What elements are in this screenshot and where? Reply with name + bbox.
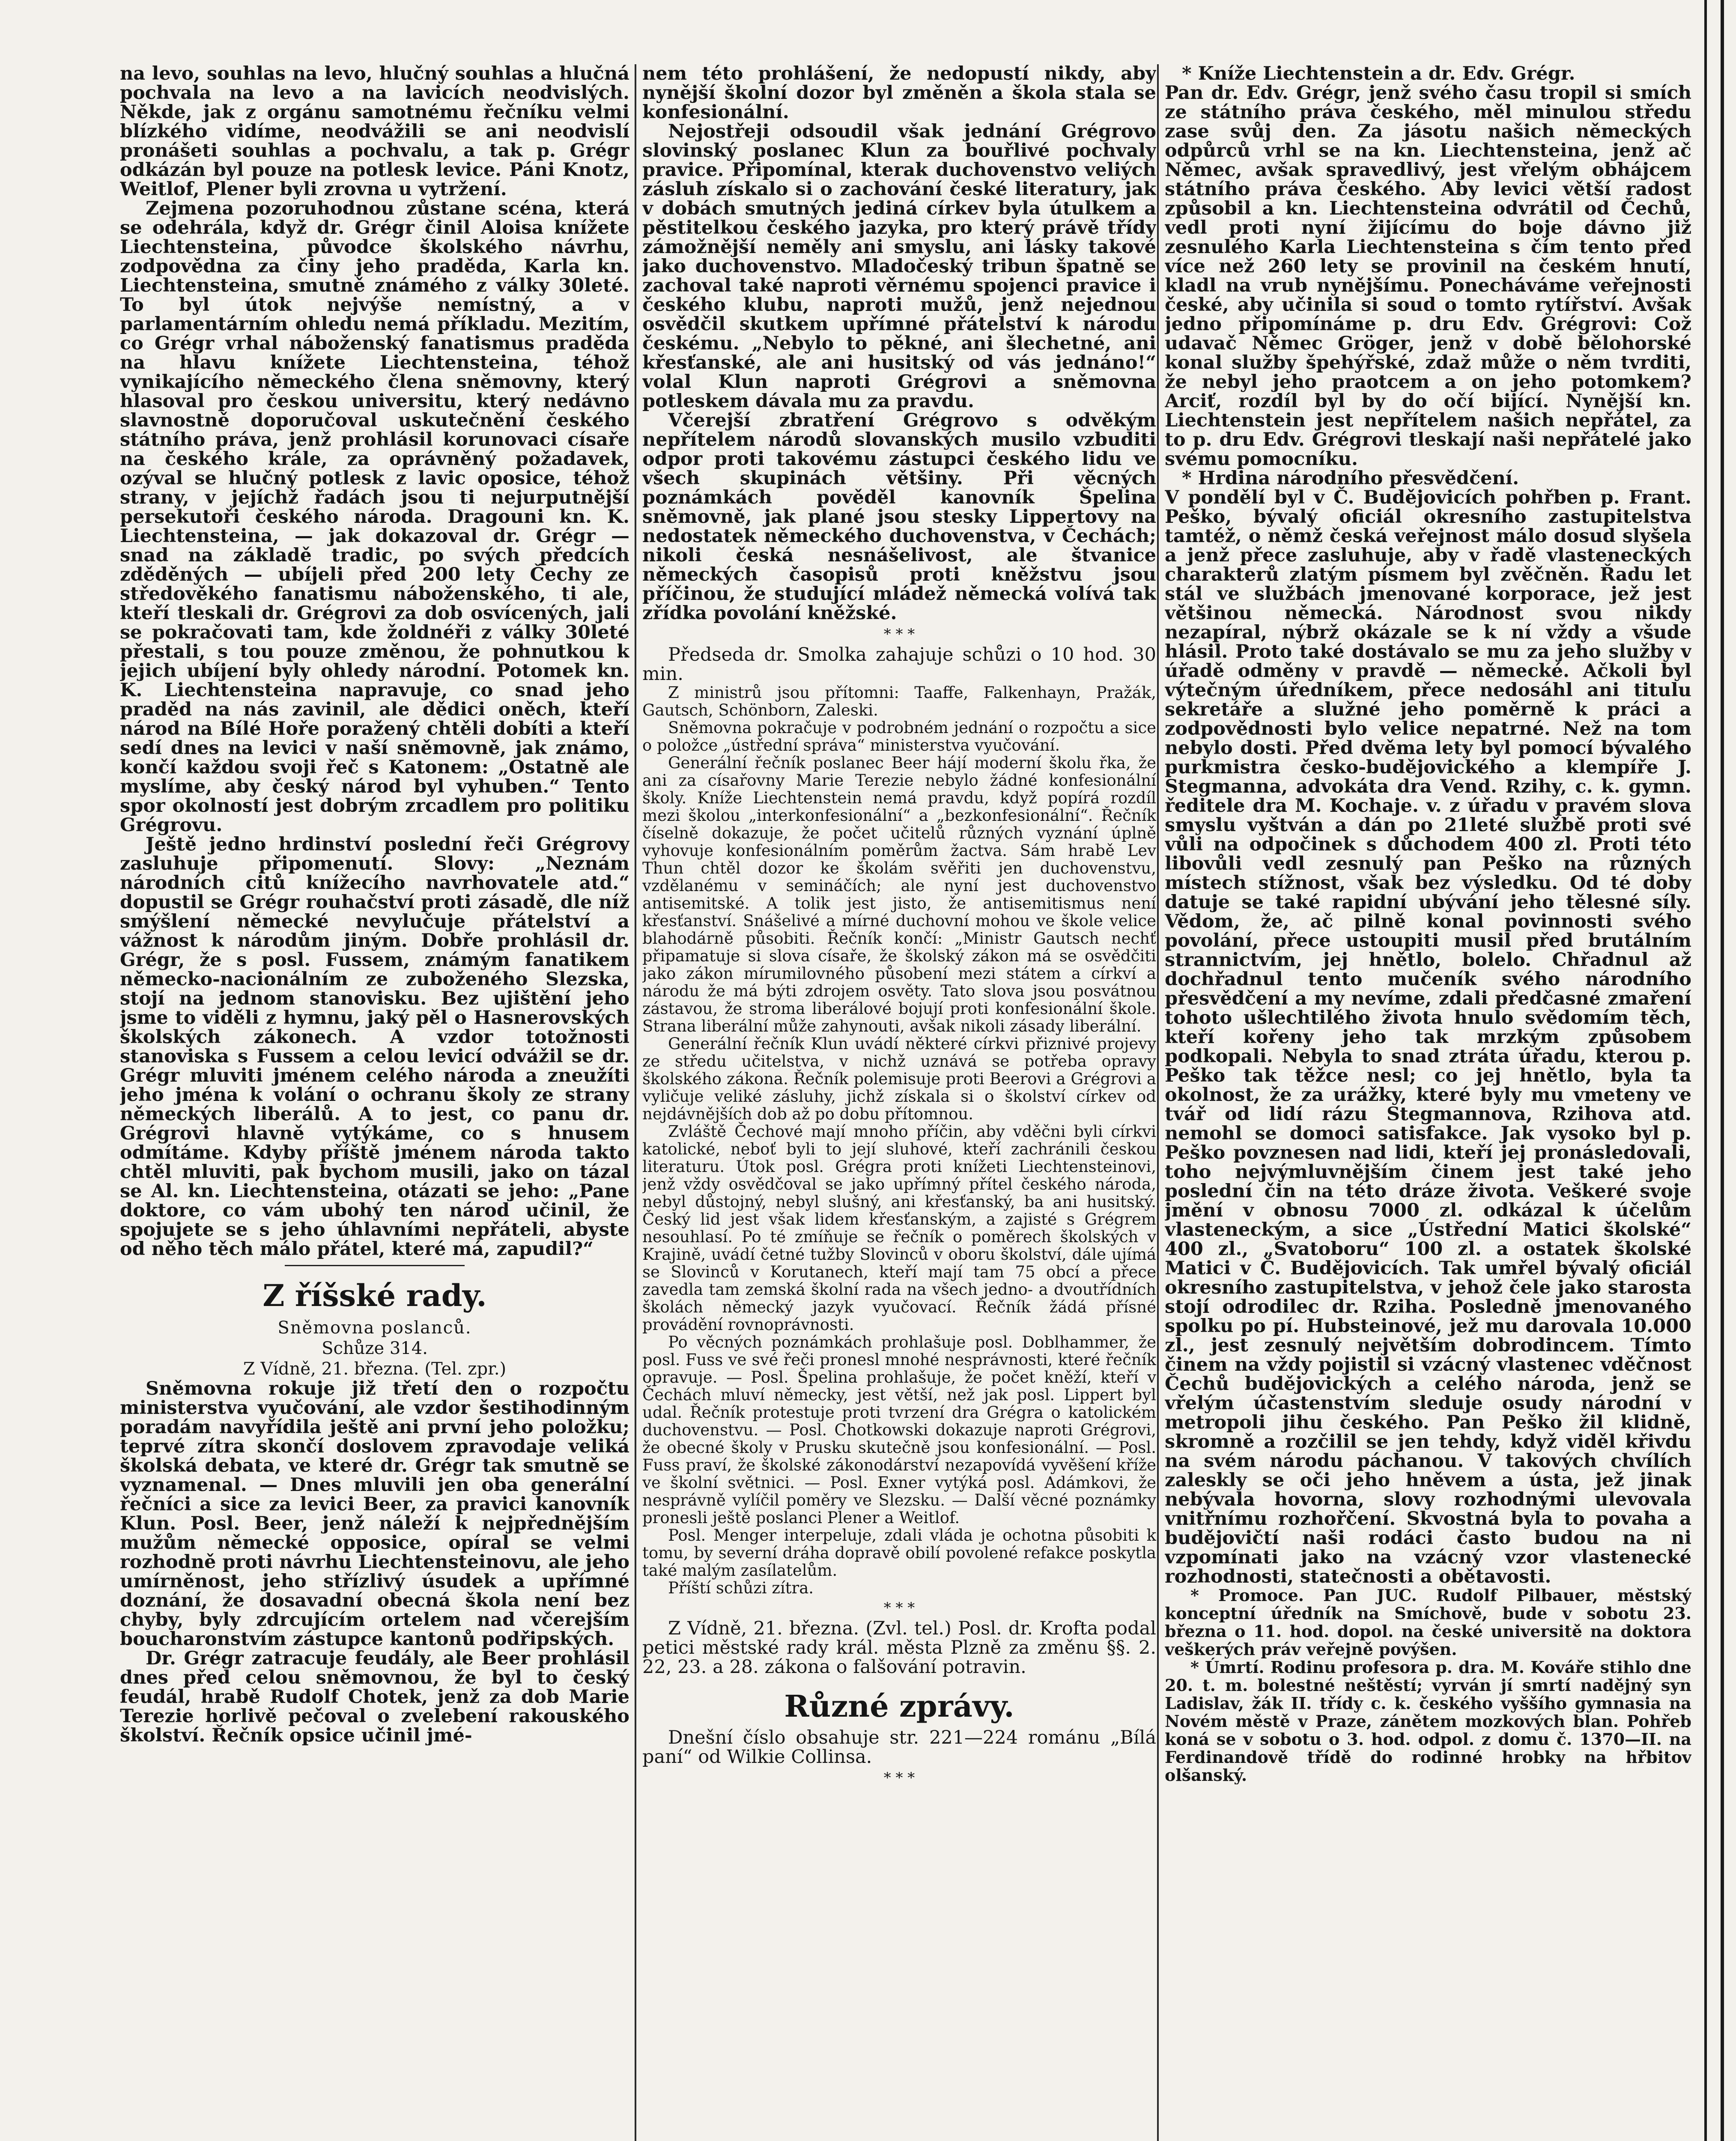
paragraph: Sněmovna pokračuje v podrobném jednání o rozpočtu a sice o položce „ústřední správa“ ministerstva vyučování.: [642, 719, 1156, 754]
separator-stars: * * *: [883, 1769, 915, 1786]
separator-stars: * * *: [883, 626, 915, 643]
article-title: * Kníže Liechtenstein a dr. Edv. Grégr.: [1182, 64, 1575, 84]
article-title: * Hrdina národního přesvědčení.: [1182, 468, 1519, 489]
paragraph: nem této prohlášení, že nedopustí nikdy, aby nynější školní dozor byl změněn a škola stala se konfesionální.: [642, 64, 1156, 123]
section-title: Různé zprávy.: [784, 1688, 1014, 1724]
paragraph: Zvláště Čechové mají mnoho příčin, aby vděčni byli církvi katolické, neboť byli to její sluhové, kteří zachránili českou literaturu. Útok posl. Grégra proti knížeti Liechtensteinovi, jenž vždy osvědčoval se jako upřímný přítel českého národa, nebyl důstojný, nebyl slušný, ani křesťanský, ba ani husitský. Český lid jest však lidem křesťanským, a zajisté s Grégrem nesouhlasí. Po té zmíňuje se řečník o poměrech školských v Krajině, uvádí četné tužby Slovinců v oboru školství, dále ujímá se Slovinců v Korutanech, kteří mají tam 75 obcí a přece zavedla tam zemská školní rada na všech jedno- a dvoutřídních školách německý jazyk vyučovací. Řečník žádá přísné provádění rovnoprávnosti.: [642, 1122, 1156, 1334]
ministers-present: Z ministrů jsou přítomni: Taaffe, Falkenhayn, Pražák, Gautsch, Schönborn, Zaleski.: [642, 683, 1156, 719]
session-number: Schůze 314.: [322, 1339, 428, 1358]
paragraph: V pondělí byl v Č. Budějovicích pohřben p. Frant. Peško, bývalý oficiál okresního zastupitelstva tamtéž, o němž česká veřejnost málo dosud slyšela a jenž přece zasluhuje, aby v řadě vlasteneckých charakterů zlatým písmem byl zvěčněn. Řadu let stál ve službách jmenované korporace, jež jest většinou německá. Národnost svou nikdy nezapíral, nýbrž okázale se k ní vždy a všude hlásil. Proto také dostávalo se mu za jeho služby v úřadě odměny v pravdě — německé. Ačkoli byl výtečným úředníkem, přece nedosáhl ani titulu sekretáře a služné jeho poměrně k práci a zodpovědnosti bylo velice nepatrné. Než na tom nebylo dosti. Před dvěma lety byl pomocí bývalého purkmistra česko-budějovického a klempíře J. Stegmanna, advokáta dra Vend. Rzihy, c. k. gymn. ředitele dra M. Kochaje. v. z úřadu v pravém slova smyslu vyštván a dán po 21leté službě proti své vůli na odpočinek s důchodem 400 zl. Proti této libovůli vedl zesnulý pan Peško na různých místech stížnost, však bez výsledku. Od té doby datuje se také rapidní ubývání jeho tělesné síly. Vědom, že, ač pilně konal povinnosti svého povolání, přece ustoupiti musil před brutálním strannictvím, jej hnětlo, bolelo. Chřadnul až dochřadnul tento mučeník svého národního přesvědčení a my nevíme, zdali předčasné zmaření tohoto ušlechtilého života hnulo svědomím těch, kteří kořeny jeho tak mrzkým způsobem podkopali. Nebyla to snad ztráta úřadu, kterou p. Peško tak těžce nesl; co jej hnětlo, byla ta okolnost, že za urážky, které byly mu vmeteny ve tvář od lidí rázu Stegmannova, Rzihova atd. nemohl se domoci satisfakce. Jak vysoko byl p. Peško povznesen nad lidi, kteří jej pronásledovali, toho nejvýmluvnějším činem jest také jeho poslední čin na této dráze života. Veškeré svoje jmění v obnosu 7000 zl. odkázal k účelům vlasteneckým, a sice „Ústřední Matici školské“ 400 zl., „Svatoboru“ 100 zl. a ostatek školské Matici v Č. Budějovicích. Tak umřel bývalý oficiál okresního zastupitelstva, v jehož čele jako starosta stojí odrodilec dr. Rziha. Posledně jmenovaného spolku po pí. Hubsteinové, jež mu darovala 10.000 zl., jest zesnulý největším dobrodincem. Tímto činem na vždy pojistil si vzácný vlastenec vděčnost Čechů budějovických a celého národa, jenž se vřelým účastenstvím sleduje osudy národní v metropoli jihu českého. Pan Peško žil klidně, skromně a rozčilil se jen tehdy, když viděl křivdu na svém národu páchanou. V takových chvílích zaleskly se oči jeho hněvem a ústa, jež jinak nebývala hovorna, slovy rozhodnými ulevovala vnitřnímu rozhořčení. Skvostná byla to povaha a budějovičtí naši rodáci často budou na ni vzpomínati jako na vzácný vzor vlastenecké rozhodnosti, statečnosti a obětavosti.: [1165, 487, 1691, 1587]
column-rule: [635, 64, 636, 2141]
column-1: [120, 64, 629, 1745]
column-3: [1165, 64, 1691, 1784]
section-subtitle: Sněmovna poslanců.: [277, 1318, 472, 1338]
paragraph: Příští schůzi zítra.: [668, 1579, 814, 1597]
paragraph: Sněmovna rokuje již třetí den o rozpočtu ministerstva vyučování, ale vzdor šestihodinným poradám navyřídila ještě ani první jeho položku; teprvé zítra skončí doslovem zpravodaje veliká školská debata, ve které dr. Grégr tak smutně se vyznamenal. — Dnes mluvili jen oba generální řečníci a sice za levici Beer, za pravici kanovník Klun. Posl. Beer, jenž náleží k nejpřednějším mužům německé opposice, opíral se velmi rozhodně proti návrhu Liechtensteinovu, ale jeho umírněnost, jeho střízlivý úsudek a upřímné doznání, že dosavadní obecná škola není bez chyby, byly zdrcujícím ortelem nad včerejším boucharonstvím zástupce kantonů podřipských.: [120, 1378, 629, 1650]
paragraph: Z Vídně, 21. března. (Zvl. tel.) Posl. dr. Krofta podal petici městské rady král. města Plzně za změnu §§. 2. 22, 23. a 28. zákona o falšování potravin.: [642, 1618, 1156, 1678]
separator-stars: * * *: [883, 1599, 915, 1616]
paragraph: Nejostřeji odsoudil však jednání Grégrovo slovinský poslanec Klun za bouřlivé pochvaly pravice. Připomínal, kterak duchovenstvo veliých zásluh získalo si o zachování české literatury, jak v dobách smutných jediná církev byla útulkem a pěstitelkou českého jazyka, pro který právě třídy zámožnější neměly ani smyslu, ani lásky takové jako duchovenstvo. Mladočeský tribun špatně se zachoval také naproti věrnému spojenci pravice i českého klubu, naproti mužů, jenž nejednou osvědčil skutkem upřímné přátelství k národu českému. „Nebylo to pěkné, ani šlechetné, ani křesťanské, ale ani husitský od vás jednáno!“ volal Klun naproti Grégrovi a sněmovna potleskem dávala mu za pravdu.: [642, 121, 1156, 412]
section-title: Z říšské rady.: [262, 1278, 487, 1313]
paragraph: * Úmrtí. Rodinu profesora p. dra. M. Kováře stihlo dne 20. t. m. bolestné neštěstí; vyrván jí smrtí nadějný syn Ladislav, žák II. třídy c. k. českého vyššího gymnasia na Novém městě v Praze, zánětem mozkových blan. Pohřeb koná se v sobotu o 3. hod. odpol. z domu č. 1370—II. na Ferdinandově třídě do rodinné hrobky na hřbitov olšanský.: [1165, 1658, 1691, 1784]
paragraph: Ještě jedno hrdinství poslední řeči Grégrovy zasluhuje připomenutí. Slovy: „Neznám národních citů knížecího navrhovatele atd.“ dopustil se Grégr rouhačství proti zásadě, dle níž smýšlení německé nevylučuje přátelství a vážnost k národům jiným. Dobře prohlásil dr. Grégr, že s posl. Fussem, známým fanatikem německo-nacionálním ze zuboženého Slezska, stojí na jednom stanovisku. Bez ujištění jeho jsme to viděli z hymnu, jaký pěl o Hasnerovských školských zákonech. A vzdor totožnosti stanoviska s Fussem a celou levicí odvážil se dr. Grégr mluviti jménem celého národa a zneužíti jeho jména k volání o ochranu školy ze strany německých liberálů. A to jest, co panu dr. Grégrovi hlavně vytýkáme, co s hnusem odmítáme. Kdyby příště jménem národa takto chtěl mluviti, pak bychom musili, jako on tázal se Al. kn. Liechtensteina, otázati se jeho: „Pane doktore, co vám ubohý ten národ učinil, že spojujete se s jeho úhlavními nepřáteli, abyste od něho těch málo přátel, které má, zapudil?“: [120, 834, 629, 1260]
paragraph: Zejmena pozoruhodnou zůstane scéna, která se odehrála, když dr. Grégr činil Aloisa knížete Liechtensteina, původce školského návrhu, zodpovědna za činy jeho praděda, Karla kn. Liechtensteina, smutně známého z války 30leté. To byl útok nejvýše nemístný, a v parlamentárním ohledu nemá příkladu. Mezitím, co Grégr vrhal náboženský fanatismus praděda na hlavu knížete Liechtensteina, téhož vynikajícího německého člena sněmovny, který hlasoval pro českou universitu, který nedávno slavnostně doporučoval uskutečnění českého státního práva, jenž prohlásil korunovaci císaře na českého krále, za oprávněný požadavek, ozýval se hlučný potlesk z lavic oposice, téhož strany, v jejíchž řadách jsou ti nejurputnější persekutoři českého národa. Dragouni kn. K. Liechtensteina, — jak dokazoval dr. Grégr — snad na základě tradic, po svých předcích zděděných — ubíjeli před 200 lety Čechy ze středověkého fanatismu náboženského, ti ale, kteří tleskali dr. Grégrovi za dob osvícených, jali se pokračovati tam, kde žoldnéři z války 30leté přestali, s tou pouze změnou, že pohnutkou k jejich ubíjení byly ohledy národní. Potomek kn. K. Liechtensteina napravuje, co snad jeho praděd na nás zavinil, ale dědici oněch, kteří národ na Bílé Hoře poražený chtěli dobíti a kteří sedí dnes na levici v naší sněmovně, jak známo, končí každou svoji řeč s Katonem: „Ostatně ale myslíme, aby český národ byl vyhuben.“ Tento spor okolností jest dobrým zrcadlem pro politiku Grégrovu.: [120, 198, 629, 836]
paragraph: Pan dr. Edv. Grégr, jenž svého času tropil si smích ze státního práva českého, měl minulou středu zase svůj den. Za jásotu našich německých odpůrců vrhl se na kn. Liechtensteina, jenž ač Němec, avšak spravedlivý, jest vřelým obhájcem státního práva českého. Aby levici větší radost způsobil a kn. Liechtensteina odvrátil od Čechů, vedl proti nyní žijícímu do boje dávno již zesnulého Karla Liechtensteina s čím tento před více než 260 lety se provinil na českém hnutí, kladl na vrub nynějšímu. Ponecháváme veřejnosti české, aby učinila si soud o tomto rytířství. Avšak jedno připomínáme p. dru Edv. Grégrovi: Což udavač Němec Gröger, jenž v době bělohorské konal služby špehýřské, zdaž může o něm tvrditi, že nebyl jeho praotcem a on jeho potomkem? Arciť, rozdíl byl by do očí bijící. Nynější kn. Liechtenstein jest nepřítelem našich nepřátel, za to p. dru Edv. Grégrovi tleskají naši nepřátelé jako svému pomocníku.: [1165, 82, 1691, 470]
page-edge-line: [1721, 0, 1724, 2141]
divider: [285, 1265, 465, 1266]
column-2: [642, 64, 1156, 1789]
paragraph: Generální řečník poslanec Beer hájí moderní školu řka, že ani za císařovny Marie Terezie nebylo žádné konfesionální školy. Kníže Liechtenstein nemá pravdu, když popírá rozdíl mezi školou „interkonfesionální“ a „bezkonfesionální“. Řečník číselně dokazuje, že počet učitelů různých vyznání úplně vyhovuje konfesionálním poměrům žactva. Sám hrabě Lev Thun chtěl dozor ke školám svěřiti jen duchovenstvu, vzdělanému v semináčích; ale nyní jest duchovenstvo antisemitské. A tolik jest jisto, že antisemitismus není křesťanství. Snášelivé a mírné duchovní mohou ve škole velice blahodárně působiti. Řečník končí: „Ministr Gautsch nechť připamatuje si slova císaře, že školský zákon má se osvědčiti jako zákon mírumilovného působení mezi státem a církví a národu že má býti zdrojem osvěty. Tato slova jsou posvátnou zástavou, že stroma liberálové bojují proti konfesionální škole. Strana liberální může zahynouti, avšak nikoli zásady liberální.: [642, 754, 1156, 1035]
chair-note: Předseda dr. Smolka zahajuje schůzi o 10 hod. 30 min.: [642, 644, 1156, 685]
dateline: Z Vídně, 21. března. (Tel. zpr.): [243, 1359, 507, 1379]
paragraph: Včerejší zbratření Grégrovo s odvěkým nepřítelem národů slovanských musilo vzbuditi odpor proti takovému zástupci českého lidu ve všech skupinách většiny. Při věcných poznámkách pověděl kanovník Špelina sněmovně, jak plané jsou stesky Lippertovy na nedostatek německého duchovenstva, v Čechách; nikoli česká nesnášelivost, ale štvanice německých časopisů proti kněžstvu jsou příčinou, že studující mládež německá volívá tak zřídka povolání kněžské.: [642, 410, 1156, 624]
paragraph: na levo, souhlas na levo, hlučný souhlas a hlučná pochvala na levo a na lavicích neodvislých. Někde, jak z orgánu samotnému řečníku velmi blízkého vidíme, neodvážili se ani neodvislí pronášeti souhlas a pochvalu, a tak p. Grégr odkázán byl pouze na potlesk levice. Páni Knotz, Weitlof, Plener byli zrovna u vytržení.: [120, 64, 629, 200]
paragraph: Dnešní číslo obsahuje str. 221—224 románu „Bílá paní“ od Wilkie Collinsa.: [642, 1727, 1156, 1768]
page-edge-line: [1704, 0, 1707, 2141]
paragraph: * Promoce. Pan JUC. Rudolf Pilbauer, městský konceptní úředník na Smíchově, bude v sobotu 23. března o 11. hod. dopol. na české universitě na doktora veškerých práv veřejně povýšen.: [1165, 1586, 1691, 1659]
paragraph: Posl. Menger interpeluje, zdali vláda je ochotna působiti k tomu, by severní dráha dopravě obilí povolené refakce poskytla také malým zasílatelům.: [642, 1526, 1156, 1580]
paragraph: Dr. Grégr zatracuje feudály, ale Beer prohlásil dnes před celou sněmovnou, že byl to český feudál, hrabě Rudolf Chotek, jenž za dob Marie Terezie horlivě pečoval o zvelebení rakouského školství. Řečník opsice učinil jmé-: [120, 1648, 629, 1745]
paragraph: Po věcných poznámkách prohlašuje posl. Doblhammer, že posl. Fuss ve své řeči pronesl mnohé nesprávnosti, které řečník opravuje. — Posl. Špelina prohlašuje, že počet kněží, kteří v Čechách mluví německy, jest větší, než jak posl. Lippert byl udal. Řečník protestuje proti tvrzení dra Grégra o katolickém duchovenstvu. — Posl. Chotkowski dokazuje naproti Grégrovi, že obecné školy v Prusku skutečně jsou konfesionální. — Posl. Fuss praví, že školské zákonodárství nezapovídá vyvěšení kříže ve školní světnici. — Posl. Exner vytýká posl. Adámkovi, že nesprávně vylíčil poměry ve Slezsku. — Další věcné poznámky pronesli ještě poslanci Plener a Weitlof.: [642, 1333, 1156, 1527]
paragraph: Generální řečník Klun uvádí některé církvi přiznivé projevy ze středu učitelstva, v nichž uznává se potřeba opravy školského zákona. Řečník polemisuje proti Beerovi a Grégrovi a vyličuje veliké zásluhy, jichž získala si o školství církev od nejdávnějších dob až po dobu přítomnou.: [642, 1035, 1156, 1123]
column-rule: [1157, 64, 1159, 2141]
